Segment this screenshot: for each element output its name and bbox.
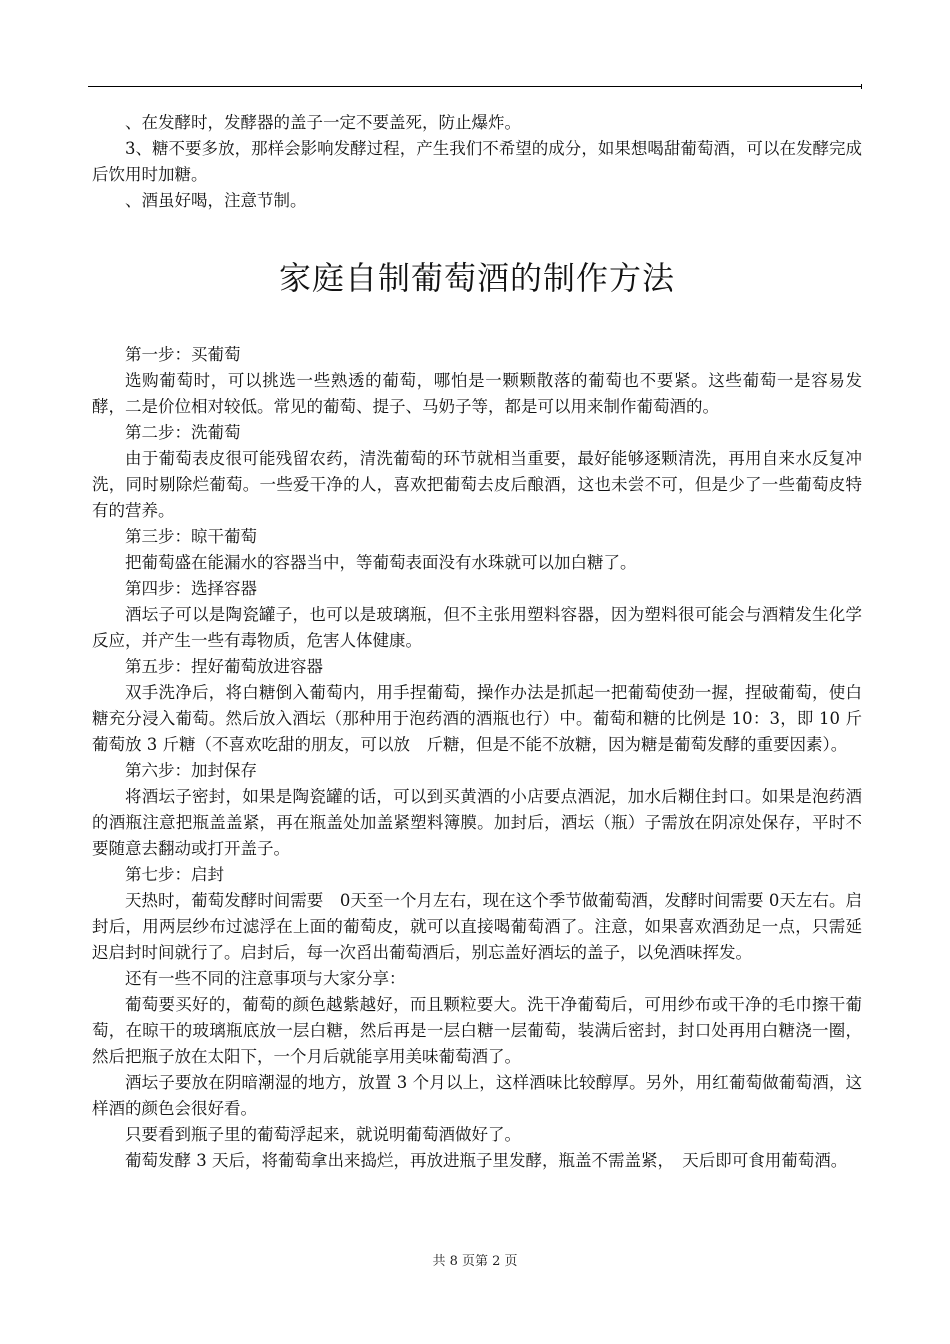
- extra-note-2: 酒坛子要放在阴暗潮湿的地方，放置 3 个月以上，这样酒味比较醇厚。另外，用红葡萄做葡萄酒，这样酒的颜色会很好看。: [92, 1073, 862, 1118]
- document-body: [92, 110, 862, 1174]
- extra-notes-intro: 还有一些不同的注意事项与大家分享：: [125, 969, 406, 988]
- document-title: 家庭自制葡萄酒的制作方法: [278, 259, 675, 297]
- step-2-heading: 第二步：洗葡萄: [125, 423, 241, 442]
- step-4-heading: 第四步：选择容器: [125, 579, 257, 598]
- step-3-heading: 第三步：晾干葡萄: [125, 527, 257, 546]
- step-6-heading: 第六步：加封保存: [125, 761, 257, 780]
- note-4: 、酒虽好喝，注意节制。: [125, 191, 307, 210]
- extra-note-4: 葡萄发酵 3 天后，将葡萄拿出来捣烂，再放进瓶子里发酵，瓶盖不需盖紧， 天后即可食用葡萄酒。: [125, 1151, 848, 1170]
- step-6-text: 将酒坛子密封，如果是陶瓷罐的话，可以到买黄酒的小店要点酒泥，加水后糊住封口。如果是泡药酒的酒瓶注意把瓶盖盖紧，再在瓶盖处加盖紧塑料簿膜。加封后，酒坛（瓶）子需放在阴凉处保存，平时不要随意去翻动或打开盖子。: [92, 787, 862, 858]
- note-1: 、在发酵时，发酵器的盖子一定不要盖死，防止爆炸。: [125, 113, 521, 132]
- step-5-heading: 第五步：捏好葡萄放进容器: [125, 657, 323, 676]
- step-5-text: 双手洗净后，将白糖倒入葡萄内，用手捏葡萄，操作办法是抓起一把葡萄使劲一握，捏破葡萄，使白糖充分浸入葡萄。然后放入酒坛（那种用于泡药酒的酒瓶也行）中。葡萄和糖的比例是 10：3，即 10 斤葡萄放 3 斤糖（不喜欢吃甜的朋友，可以放 斤糖，但是不能不放糖，因为糖是葡萄发酵的重要因素）。: [92, 683, 862, 754]
- extra-note-1: 葡萄要买好的，葡萄的颜色越紫越好，而且颗粒要大。洗干净葡萄后，可用纱布或干净的毛巾擦干葡萄，在晾干的玻璃瓶底放一层白糖，然后再是一层白糖一层葡萄，装满后密封，封口处再用白糖浇一圈，然后把瓶子放在太阳下，一个月后就能享用美味葡萄酒了。: [92, 995, 862, 1066]
- step-2-text: 由于葡萄表皮很可能残留农药，清洗葡萄的环节就相当重要，最好能够逐颗清洗，再用自来水反复冲洗，同时剔除烂葡萄。一些爱干净的人，喜欢把葡萄去皮后酿酒，这也未尝不可，但是少了一些葡萄皮特有的营养。: [92, 449, 862, 520]
- page-footer: 共 8 页第 2 页: [432, 1254, 518, 1269]
- step-4-text: 酒坛子可以是陶瓷罐子，也可以是玻璃瓶，但不主张用塑料容器，因为塑料很可能会与酒精发生化学反应，并产生一些有毒物质，危害人体健康。: [92, 605, 862, 650]
- step-1-text: 选购葡萄时，可以挑选一些熟透的葡萄，哪怕是一颗颗散落的葡萄也不要紧。这些葡萄一是容易发酵，二是价位相对较低。常见的葡萄、提子、马奶子等，都是可以用来制作葡萄酒的。: [92, 371, 862, 416]
- step-7-text: 天热时，葡萄发酵时间需要 0天至一个月左右，现在这个季节做葡萄酒，发酵时间需要 0天左右。启封后，用两层纱布过滤浮在上面的葡萄皮，就可以直接喝葡萄酒了。注意，如果喜欢酒劲足一点，只需延迟启封时间就行了。启封后，每一次舀出葡萄酒后，别忘盖好酒坛的盖子，以免酒味挥发。: [92, 891, 862, 962]
- step-1-heading: 第一步：买葡萄: [125, 345, 241, 364]
- note-3: 3、糖不要多放，那样会影响发酵过程，产生我们不希望的成分，如果想喝甜葡萄酒，可以在发酵完成后饮用时加糖。: [92, 139, 862, 184]
- header-rule: [88, 86, 862, 87]
- step-3-text: 把葡萄盛在能漏水的容器当中，等葡萄表面没有水珠就可以加白糖了。: [125, 553, 637, 572]
- header-rule-tick: [861, 84, 862, 89]
- step-7-heading: 第七步：启封: [125, 865, 224, 884]
- extra-note-3: 只要看到瓶子里的葡萄浮起来，就说明葡萄酒做好了。: [125, 1125, 521, 1144]
